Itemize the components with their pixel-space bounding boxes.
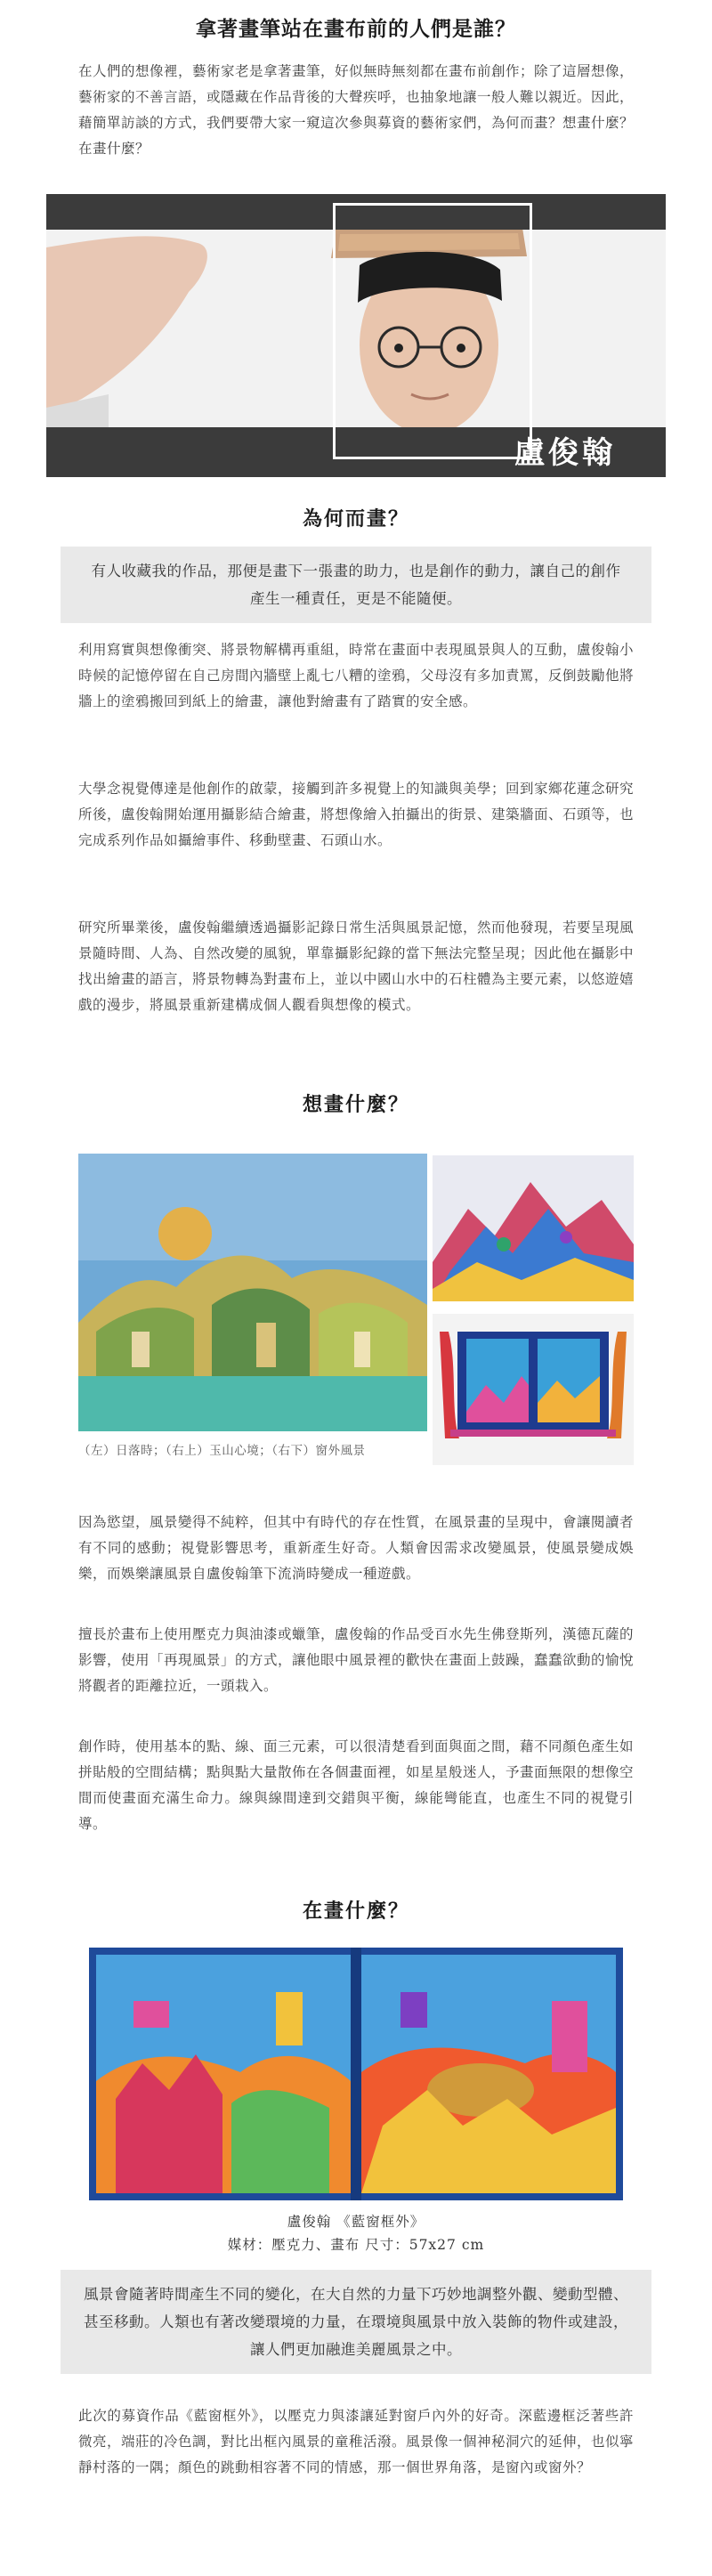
artworks-caption: （左）日落時；（右上）玉山心境；（右下）窗外風景	[78, 1444, 366, 1458]
why-quote: 有人收藏我的作品，那便是畫下一張畫的助力，也是創作的動力，讓自己的創作產生一種責任，更是不能隨便。	[61, 547, 651, 623]
doing-quote: 風景會隨著時間產生不同的變化，在大自然的力量下巧妙地調整外觀、變動型體、甚至移動。人類也有著改變環境的力量，在環境與風景中放入裝飾的物件或建設，讓人們更加融進美麗風景之中。	[61, 2270, 651, 2374]
artwork-yushan	[433, 1155, 634, 1301]
doing-paragraph: 此次的募資作品《藍窗框外》，以壓克力與漆讓延對窗戶內外的好奇。深藍邊框泛著些許微亮，端莊的冷色調，對比出框內風景的童稚活潑。風景像一個神秘洞穴的延伸，也似寧靜村落的一隅；顏色的跳動相容著不同的情感，那一個世界角落，是窗內或窗外？	[78, 2408, 635, 2475]
artist-banner	[46, 194, 666, 477]
artwork-sunset	[78, 1154, 427, 1431]
why-paragraph-3: 研究所畢業後，盧俊翰繼續透過攝影記錄日常生活與風景記憶，然而他發現，若要呈現風景隨時間、人為、自然改變的風貌，單靠攝影紀錄的當下無法完整呈現；因此他在攝影中找出繪畫的語言，將景物轉為對畫布上，並以中國山水中的石柱體為主要元素，以悠遊嬉戲的漫步，將風景重新建構成個人觀看與想像的模式。	[78, 919, 635, 1013]
what-paragraph-1: 因為慾望，風景變得不純粹，但其中有時代的存在性質，在風景畫的呈現中，會讓閱讀者有不同的感動；視覺影響思考，重新產生好奇。人類會因需求改變風景，使風景變成娛樂，而娛樂讓風景自盧俊翰筆下流淌時變成一種遊戲。	[78, 1514, 635, 1582]
artwork-window	[433, 1314, 634, 1465]
what-paragraph-3: 創作時，使用基本的點、線、面三元素，可以很清楚看到面與面之間，藉不同顏色產生如拼貼般的空間結構；點與點大量散佈在各個畫面裡，如星星般迷人，予畫面無限的想像空間而使畫面充滿生命力。線與線間達到交錯與平衡，線能彎能直，也產生不同的視覺引導。	[78, 1738, 635, 1832]
artwork-blue-window-frame	[89, 1948, 623, 2200]
portrait-frame	[333, 203, 532, 459]
artwork-spec-caption: 媒材：壓克力、畫布 尺寸：57x27 cm	[227, 2237, 485, 2253]
page-title: 拿著畫筆站在畫布前的人們是誰？	[196, 17, 516, 41]
section-title-doing: 在畫什麼？	[302, 1900, 409, 1923]
what-paragraph-2: 擅長於畫布上使用壓克力與油漆或蠟筆，盧俊翰的作品受百水先生佛登斯列，漢德瓦薩的影響，使用「再現風景」的方式，讓他眼中風景裡的歡快在畫面上鼓躁，蠢蠢欲動的愉悅將觀者的距離拉近，一頭栽入。	[78, 1626, 635, 1694]
artwork-title-caption: 盧俊翰 《藍窗框外》	[287, 2214, 425, 2230]
intro-paragraph: 在人們的想像裡，藝術家老是拿著畫筆，好似無時無刻都在畫布前創作；除了這層想像，藝術家的不善言語，或隱藏在作品背後的大聲疾呼，也抽象地讓一般人難以親近。因此，藉簡單訪談的方式，我們要帶大家一窺這次參與募資的藝術家們，為何而畫？想畫什麼？在畫什麼？	[78, 63, 635, 157]
why-paragraph-1: 利用寫實與想像衝突、將景物解構再重組，時常在畫面中表現風景與人的互動，盧俊翰小時候的記憶停留在自己房間內牆壁上亂七八糟的塗鴉，父母沒有多加責罵，反倒鼓勵他將牆上的塗鴉搬回到紙上的繪畫，讓他對繪畫有了踏實的安全感。	[78, 642, 635, 709]
artist-name: 盧俊翰	[514, 435, 616, 471]
why-paragraph-2: 大學念視覺傳達是他創作的啟蒙，接觸到許多視覺上的知識與美學；回到家鄉花蓮念研究所後，盧俊翰開始運用攝影結合繪畫，將想像繪入拍攝出的街景、建築牆面、石頭等，也完成系列作品如攝繪事件、移動壁畫、石頭山水。	[78, 781, 635, 848]
section-title-why: 為何而畫？	[302, 507, 409, 531]
section-title-what: 想畫什麼？	[302, 1093, 409, 1116]
